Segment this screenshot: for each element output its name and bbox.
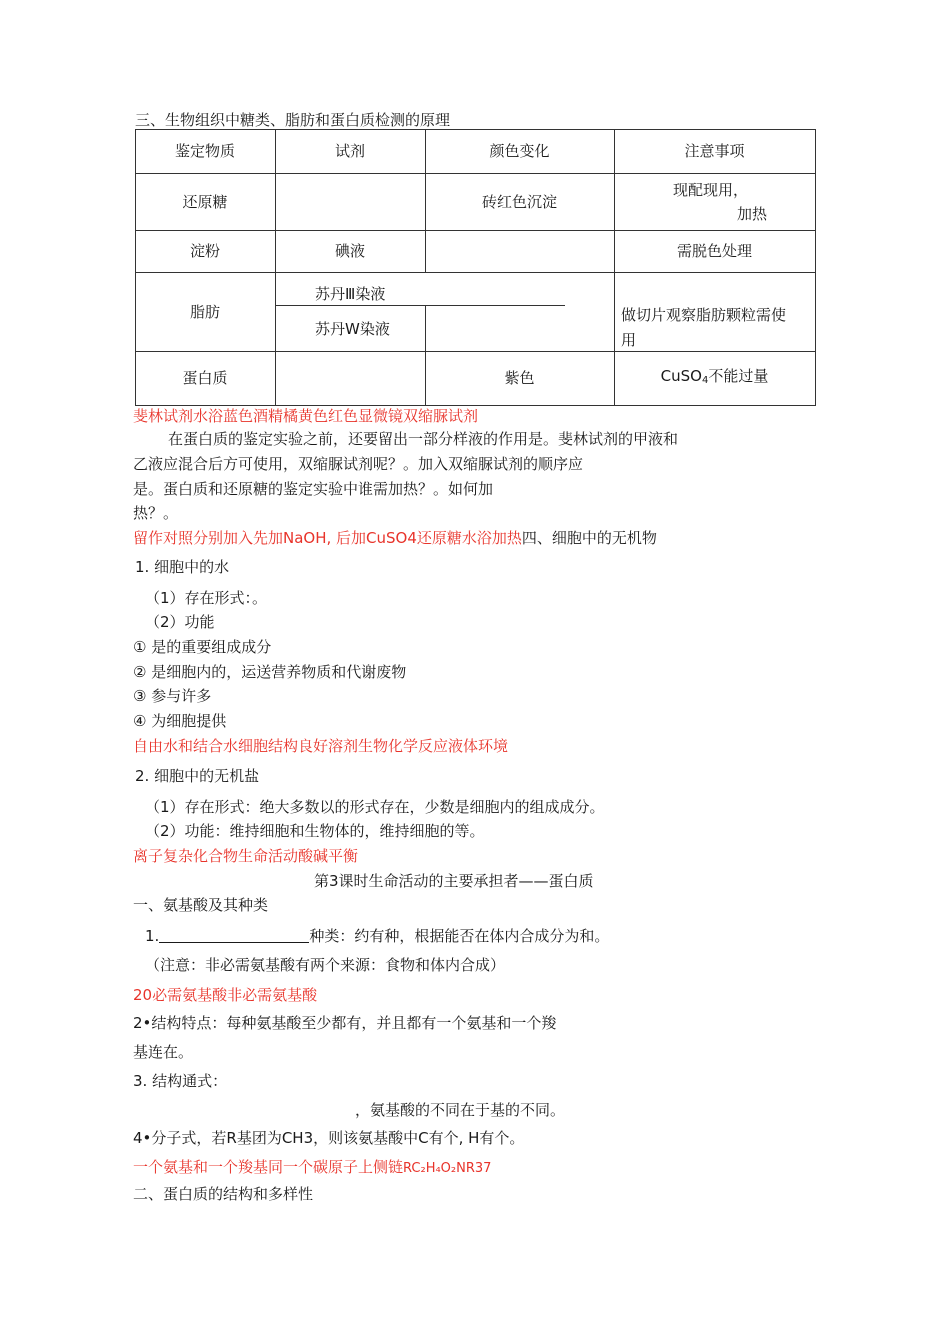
water-function-1: ① 是的重要组成成分	[133, 638, 272, 656]
water-form: （1）存在形式：。	[145, 589, 268, 607]
amino-acid-item-2a: 2•结构特点：每种氨基酸至少都有，并且都有一个氨基和一个羧	[133, 1014, 557, 1032]
water-function-2: ② 是细胞内的，运送营养物质和代谢废物	[133, 663, 407, 681]
salt-function: （2）功能：维持细胞和生物体的，维持细胞的等。	[145, 822, 485, 840]
amino-acid-item-3: 3. 结构通式：	[133, 1072, 228, 1090]
question-line-1: 在蛋白质的鉴定实验之前，还要留出一部分样液的作用是。斐林试剂的甲液和	[168, 430, 679, 448]
row-reducing-sugar-name: 还原糖	[182, 192, 228, 211]
amino-acid-item-1: 1. 种类：约有种，根据能否在体内合成分为和。	[145, 927, 610, 945]
water-function: （2）功能	[145, 613, 215, 631]
salt-form: （1）存在形式：绝大多数以的形式存在，少数是细胞内的组成成分。	[145, 798, 605, 816]
row-protein-note	[614, 351, 815, 405]
protein-structure-title: 二、蛋白质的结构和多样性	[133, 1185, 314, 1203]
detection-table	[135, 129, 816, 406]
row-reducing-sugar-reagent	[275, 173, 425, 230]
fill-blank	[159, 928, 309, 943]
amino-acid-item-4: 4•分子式，若R基团为CH3，则该氨基酸中C有个, H有个。	[133, 1129, 525, 1147]
row-fat-note-2: 用	[621, 331, 637, 349]
row-fat-name: 脂肪	[189, 302, 220, 321]
row-reducing-sugar-note-2: 加热	[737, 205, 768, 223]
cuso4-label: CuSO$_4$不能过量	[660, 366, 769, 386]
water-function-4: ④ 为细胞提供	[133, 712, 227, 730]
answer-line-3: 自由水和结合水细胞结构良好溶剂生物化学反应液体环境	[133, 737, 509, 755]
row-protein-reagent	[275, 351, 425, 405]
row-protein-name: 蛋白质	[182, 369, 228, 387]
row-fat-note-1: 做切片观察脂肪颗粒需使	[621, 306, 787, 324]
lesson-title: 第3课时生命活动的主要承担者——蛋白质	[314, 872, 594, 890]
header-reagent: 试剂	[334, 142, 365, 160]
row-starch-note: 需脱色处理	[676, 242, 752, 260]
row-protein-color: 紫色	[504, 369, 535, 387]
question-line-2: 乙液应混合后方可使用，双缩脲试剂呢？。加入双缩脲试剂的顺序应	[133, 455, 584, 473]
water-title: 1. 细胞中的水	[135, 558, 230, 576]
row-starch-color	[425, 230, 614, 272]
answer-line-2: 留作对照分别加入先加NaOH, 后加CuSO4还原糖水浴加热	[133, 529, 522, 547]
row-starch-name: 淀粉	[189, 242, 220, 260]
water-function-3: ③ 参与许多	[133, 687, 212, 705]
amino-acid-title: 一、氨基酸及其种类	[133, 896, 269, 914]
row-fat-reagent-2: 苏丹W染液	[315, 320, 390, 338]
question-line-3: 是。蛋白质和还原糖的鉴定实验中谁需加热？。如何加	[133, 480, 494, 498]
answer-line-4: 离子复杂化合物生命活动酸碱平衡	[133, 847, 359, 865]
amino-acid-item-3b: ，氨基酸的不同在于基的不同。	[355, 1101, 566, 1119]
answer-line-5: 20必需氨基酸非必需氨基酸	[133, 986, 318, 1004]
header-color: 颜色变化	[489, 142, 550, 160]
answer-line-6: 一个氨基和一个羧基同一个碳原子上侧链RC₂H₄O₂NR37	[133, 1158, 492, 1176]
answer-line-2-row	[133, 528, 657, 548]
row-starch-reagent: 碘液	[334, 242, 365, 260]
answer-line-1: 斐林试剂水浴蓝色酒精橘黄色红色显微镜双缩脲试剂	[133, 407, 479, 425]
question-line-4: 热？。	[133, 504, 179, 522]
row-reducing-sugar-note-1: 现配现用，	[673, 181, 749, 199]
section4-title: 四、细胞中的无机物	[521, 529, 657, 547]
header-substance: 鉴定物质	[174, 142, 235, 160]
row-fat-reagent-1: 苏丹Ⅲ染液	[315, 285, 386, 303]
row-reducing-sugar-color: 砖红色沉淀	[481, 192, 557, 211]
section-title: 三、生物组织中糖类、脂肪和蛋白质检测的原理	[135, 111, 451, 129]
amino-acid-note: （注意：非必需氨基酸有两个来源：食物和体内合成）	[145, 956, 506, 974]
amino-acid-item-2b: 基连在。	[133, 1043, 194, 1061]
salt-title: 2. 细胞中的无机盐	[135, 767, 260, 785]
header-notes: 注意事项	[684, 142, 745, 160]
